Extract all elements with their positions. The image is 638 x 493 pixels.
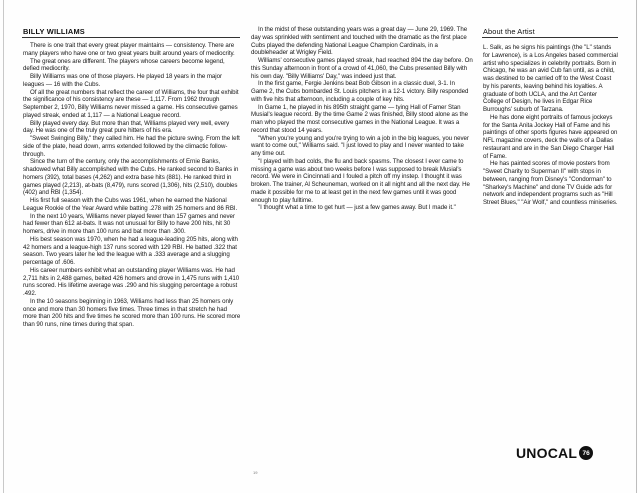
page-number: 19 bbox=[253, 470, 258, 475]
article-paragraph: In the 10 seasons beginning in 1963, Williams had less than 25 homers only once and more than 30 homers five times. Three times in that stretch he had more than 200 hits and five times he scored more than 100 runs. He scored more than 90 runs, nine times during that span. bbox=[23, 297, 241, 328]
article-paragraph: "Sweet Swinging Billy," they called him. He had the picture swing. From the left side of the plate, head down, arms extended followed by the climactic follow-through. bbox=[23, 135, 240, 158]
sidebar-paragraph: He has painted scores of movie posters from "Sweet Charity to Superman II" with stops in between, ranging from Disney's "Condorman" to "Sharkey's Machine" and done TV Guide ads for network and independent programs such as "Hill Street Blues," "Air Wolf," and countless miniseries. bbox=[483, 160, 618, 206]
title-rule bbox=[22, 37, 240, 38]
article-title: BILLY WILLIAMS bbox=[23, 27, 85, 36]
article-paragraph: His best season was 1970, when he had a league-leading 205 hits, along with 42 homers and a league-high 137 runs scored with 129 RBI. He batted .322 that season. Two years later he led the league with a .333 average and a slugging percentage of .606. bbox=[23, 235, 238, 266]
article-paragraph: The great ones are different. The players whose careers become legend, defied mediocrity. bbox=[23, 57, 225, 73]
sidebar-column bbox=[483, 44, 619, 207]
article-paragraph: Of all the great numbers that reflect the career of Williams, the four that exhibit the significance of his consistency are these — 1,117. From 1962 through September 2, 1970, Billy Williams never missed a game. His consecutive games played streak, ended at 1,117 — a National League record. bbox=[23, 88, 239, 119]
sidebar-title: About the Artist bbox=[483, 27, 535, 36]
article-paragraph: "When you're young and you're trying to win a job in the big leagues, you never want to come out," Williams said. "I just loved to play and I never wanted to take any time out. bbox=[251, 134, 469, 157]
article-paragraph: His first full season with the Cubs was 1961, when he earned the National League Rookie of the Year Award while batting .278 with 25 homers and 86 RBI. bbox=[23, 197, 238, 212]
article-paragraph: There is one trait that every great player maintains — consistency. There are many players who have one or two great years built around years of mediocrity. bbox=[23, 42, 235, 57]
article-paragraph: His career numbers exhibit what an outstanding player Williams was. He had 2,711 hits in 2,488 games, belted 426 homers and drove in 1,475 runs with 1,410 runs scored. His lifetime average was .290 and his slugging percentage a robust .492. bbox=[23, 266, 240, 297]
article-paragraph: Williams' consecutive games played streak, had reached 894 the day before. On this Sunday afternoon in front of a crowd of 41,060, the Cubs presented Billy with his own day. "Billy Williams' Day," was indeed just that. bbox=[251, 57, 473, 80]
article-paragraph: "I thought what a time to get hurt — just a few games away. But I made it." bbox=[258, 204, 456, 212]
unocal-logo bbox=[516, 445, 593, 461]
article-column-2 bbox=[251, 26, 473, 212]
article-paragraph: "I played with bad colds, the flu and back spasms. The closest I ever came to missing a game was about two weeks before I was supposed to break Musial's record. We were in Cincinnati and I fouled a pitch off my instep. I thought it was broken. The trainer, Al Scheuneman, worked on it all night and all the next day. He made it possible for me to at least get in the next few games until it was good enough to play fulltime. bbox=[251, 157, 470, 204]
article-paragraph: In Game 1, he played in his 895th straight game — tying Hall of Famer Stan Musial's league record. By the time Game 2 was finished, Billy stood alone as the man who played the most consecutive games in the National League. It was a record that stood 14 years. bbox=[251, 103, 468, 134]
sidebar-paragraph: L. Salk, as he signs his paintings (the "L" stands for Lawrence), is a Los Angeles based commercial artist who specializes in celebrity portraits. Born in Chicago, he was an avid Cub fan until, as a child, was destined to be carried off to the West Coast by his parents, leaving behind his loyalties. A graduate of both UCLA, and the Art Center College of Design, he lives in Edgar Rice Burroughs' suburb of Tarzana. bbox=[483, 44, 618, 113]
sidebar-paragraph: He has done eight portraits of famous jockeys for the Santa Anita Jockey Hall of Fame and his paintings of other sports figures have appeared on NFL magazine covers, deck the walls of a Dallas restaurant and are in the San Diego Charger Hall of Fame. bbox=[483, 113, 618, 160]
article-paragraph: In the next 10 years, Williams never played fewer than 157 games and never had fewer than 612 at-bats. It was not unusual for Billy to have 200 hits, hit 30 homers, drive in more than 100 runs and bat more than .300. bbox=[23, 212, 235, 235]
article-paragraph: In the first game, Fergie Jenkins beat Bob Gibson in a classic duel, 3-1. In Game 2, the Cubs bombarded St. Louis pitchers in a 12-1 victory. Billy responded with five hits that afternoon, including a couple of key hits. bbox=[251, 80, 469, 103]
article-paragraph: Billy played every day. But more than that, Williams played very well, every day. He was one of the truly great pure hitters of his era. bbox=[23, 119, 230, 135]
page-edge-left bbox=[3, 0, 4, 493]
article-paragraph: Billy Williams was one of those players. He played 18 years in the major leagues — 16 with the Cubs. bbox=[23, 73, 222, 88]
sidebar-rule bbox=[482, 37, 618, 38]
article-paragraph: In the midst of these outstanding years was a great day — June 29, 1969. The day was sprinkled with sentiment and touched with the dramatic as the first place Cubs played the defending National League Champion Cardinals, in a doubleheader at Wrigley Field. bbox=[251, 26, 468, 57]
article-paragraph: Since the turn of the century, only the accomplishments of Ernie Banks, shadowed what Billy accomplished with the Cubs. He ranked second to Banks in homers (392), total bases (4,262) and extra base hits (881). He ranked third in games played (2,213), at-bats (8,479), runs scored (1,306), hits (2,510), doubles (402) and RBI (1,354). bbox=[23, 158, 239, 197]
page-edge-right bbox=[636, 0, 637, 493]
unocal-76-icon: 76 bbox=[579, 446, 593, 460]
logo-wordmark: UNOCAL bbox=[516, 445, 578, 461]
